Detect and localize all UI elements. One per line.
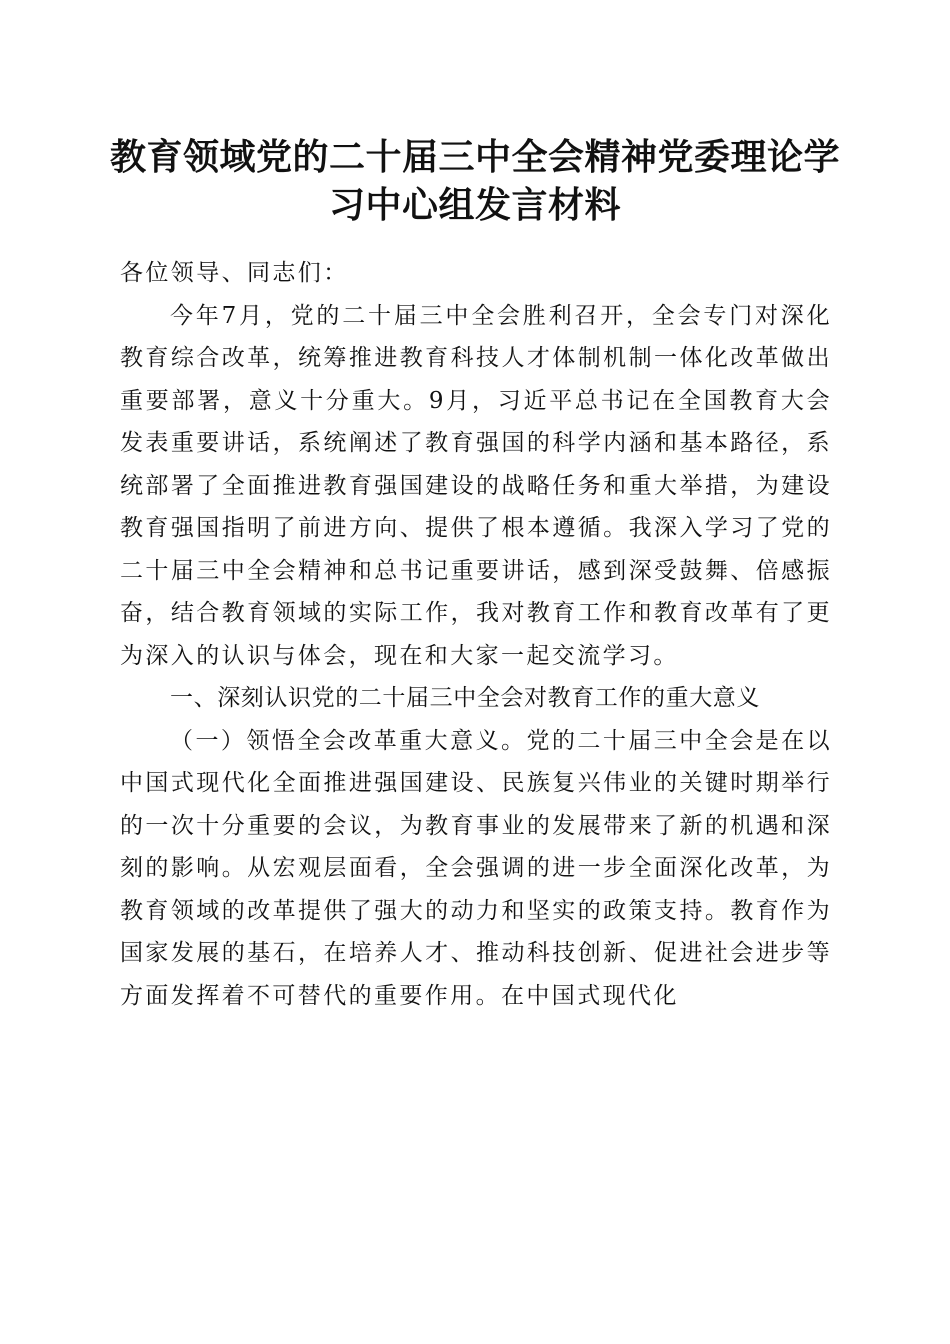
paragraph-section-1-1: （一）领悟全会改革重大意义。党的二十届三中全会是在以中国式现代化全面推进强国建设、民族复兴伟业的关键时期举行的一次十分重要的会议，为教育事业的发展带来了新的机遇和深刻的影响。从宏观层面看，全会强调的进一步全面深化改革，为教育领域的改革提供了强大的动力和坚实的政策支持。教育作为国家发展的基石，在培养人才、推动科技创新、促进社会进步等方面发挥着不可替代的重要作用。在中国式现代化 bbox=[120, 727, 832, 1009]
salutation: 各位领导、同志们： bbox=[120, 260, 349, 286]
paragraph-intro: 今年7月，党的二十届三中全会胜利召开，全会专门对深化教育综合改革，统筹推进教育科技人才体制机制一体化改革做出重要部署，意义十分重大。9月，习近平总书记在全国教育大会发表重要讲话，系统阐述了教育强国的科学内涵和基本路径，系统部署了全面推进教育强国建设的战略任务和重大举措，为建设教育强国指明了前进方向、提供了根本遵循。我深入学习了党的二十届三中全会精神和总书记重要讲话，感到深受鼓舞、倍感振奋，结合教育领域的实际工作，我对教育工作和教育改革有了更为深入的认识与体会，现在和大家一起交流学习。 bbox=[120, 302, 832, 669]
title-line-1: 教育领域党的二十届三中全会精神党委理论学 bbox=[109, 136, 840, 178]
section-heading-1: 一、深刻认识党的二十届三中全会对教育工作的重大意义 bbox=[170, 685, 760, 711]
title-line-2: 习中心组发言材料 bbox=[328, 184, 621, 226]
document-body bbox=[120, 252, 832, 1017]
document-title bbox=[100, 133, 850, 229]
